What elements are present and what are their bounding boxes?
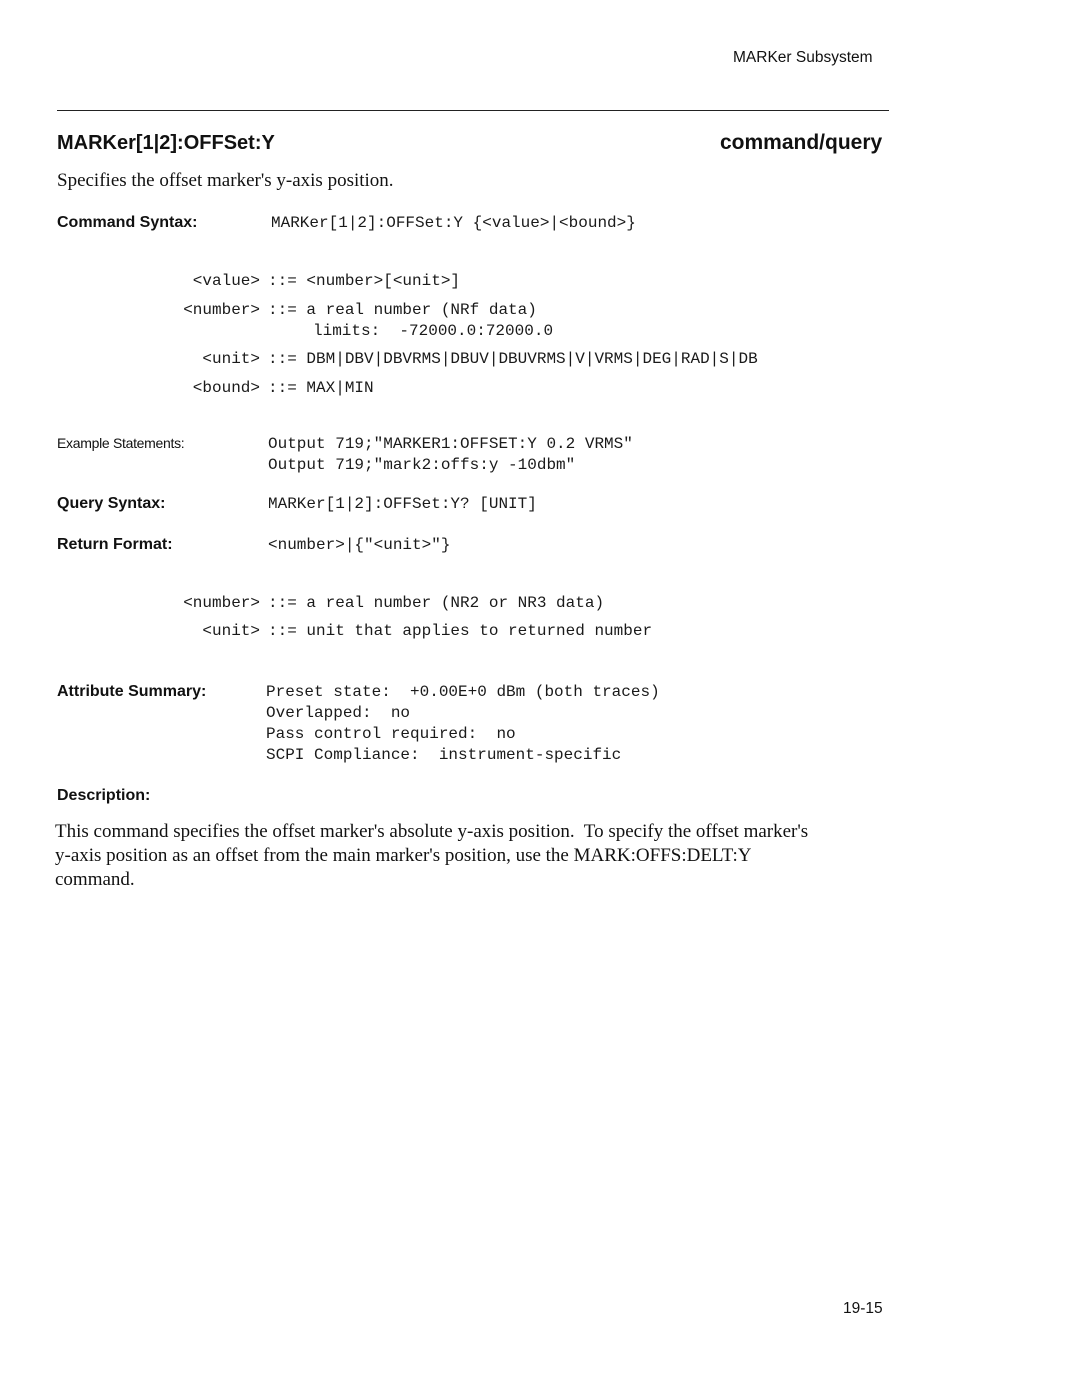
summary-text: Specifies the offset marker's y-axis position. bbox=[57, 170, 394, 191]
query-syntax: MARKer[1|2]:OFFSet:Y? [UNIT] bbox=[268, 495, 537, 513]
return-format: <number>|{"<unit>"} bbox=[268, 536, 451, 554]
example-line-1: Output 719;"MARKER1:OFFSET:Y 0.2 VRMS" bbox=[268, 435, 633, 453]
running-header: MARKer Subsystem bbox=[733, 49, 873, 66]
def-name-value: <value> bbox=[192, 272, 260, 290]
description-line-1: This command specifies the offset marker's absolute y-axis position. To specify the offset marker's bbox=[55, 821, 809, 842]
def-name-number: <number> bbox=[183, 301, 260, 319]
attribute-summary-label: Attribute Summary: bbox=[57, 683, 207, 700]
attribute-line-3: Pass control required: no bbox=[266, 725, 516, 743]
def-body-unit: ::= DBM|DBV|DBVRMS|DBUV|DBUVRMS|V|VRMS|DEG|RAD|S|DB bbox=[268, 350, 758, 368]
command-title: MARKer[1|2]:OFFSet:Y bbox=[57, 132, 275, 154]
command-type: command/query bbox=[720, 131, 883, 154]
return-format-label: Return Format: bbox=[57, 536, 173, 553]
return-def-name-unit: <unit> bbox=[202, 622, 260, 640]
attribute-line-1: Preset state: +0.00E+0 dBm (both traces) bbox=[266, 683, 660, 701]
return-def-body-unit: ::= unit that applies to returned number bbox=[268, 622, 653, 640]
example-statements-label: Example Statements: bbox=[57, 435, 185, 451]
description-line-2: y-axis position as an offset from the main marker's position, use the MARK:OFFS:DELT:Y bbox=[55, 845, 752, 866]
def-body-value: ::= <number>[<unit>] bbox=[268, 272, 461, 290]
page-number: 19-15 bbox=[843, 1300, 883, 1317]
description-label: Description: bbox=[57, 787, 151, 804]
def-name-unit: <unit> bbox=[202, 350, 260, 368]
def-body-bound: ::= MAX|MIN bbox=[268, 379, 374, 397]
attribute-line-2: Overlapped: no bbox=[266, 704, 411, 722]
header-rule bbox=[57, 110, 889, 111]
attribute-line-4: SCPI Compliance: instrument-specific bbox=[266, 746, 622, 764]
command-syntax: MARKer[1|2]:OFFSet:Y {<value>|<bound>} bbox=[271, 214, 636, 232]
description-line-3: command. bbox=[55, 869, 135, 890]
example-line-2: Output 719;"mark2:offs:y -10dbm" bbox=[268, 456, 576, 474]
return-def-name-number: <number> bbox=[183, 594, 260, 612]
def-body-number: ::= a real number (NRf data) bbox=[268, 301, 537, 319]
def-number-limits: limits: -72000.0:72000.0 bbox=[313, 322, 554, 340]
return-def-body-number: ::= a real number (NR2 or NR3 data) bbox=[268, 594, 605, 612]
query-syntax-label: Query Syntax: bbox=[57, 495, 166, 512]
def-name-bound: <bound> bbox=[192, 379, 260, 397]
command-syntax-label: Command Syntax: bbox=[57, 214, 198, 231]
